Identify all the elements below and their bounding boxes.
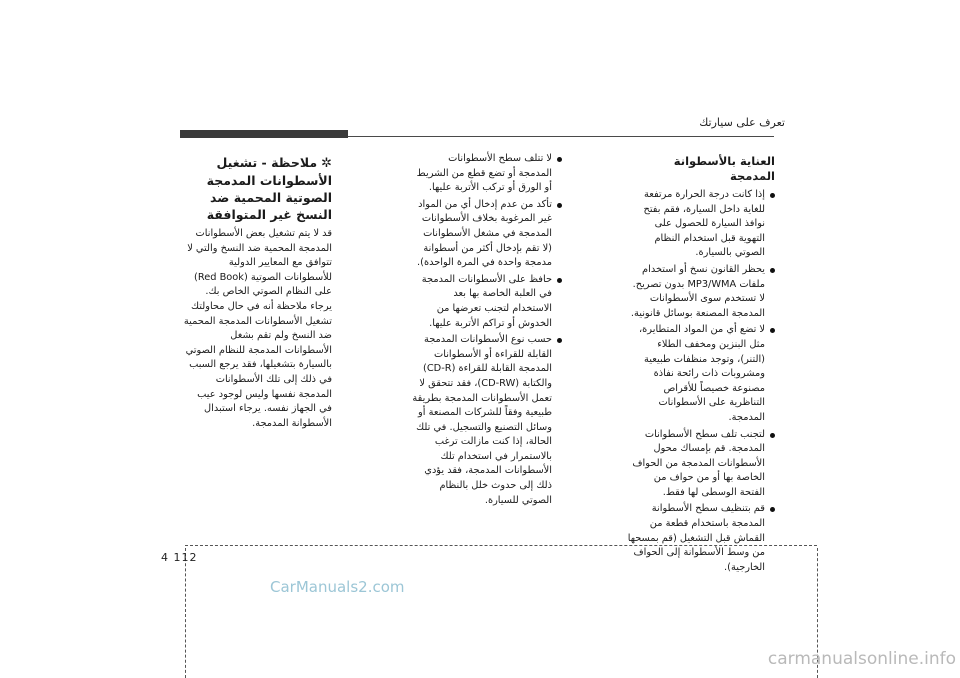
- cd-care-list-continued: [412, 152, 562, 508]
- running-header: تعرف على سيارتك: [699, 116, 785, 129]
- list-item: تأكد من عدم إدخال أي من المواد غير المرغوبة بخلاف الأسطوانات المدمجة في مشغل الأسطوانات (لا تقم بإدخال أكثر من أسطوانة مدمجة واحدة في المرة الواحدة).: [412, 198, 562, 271]
- header-rule-thick: [180, 130, 348, 138]
- cd-care-list: [627, 188, 775, 575]
- right-column: [627, 152, 775, 577]
- note-body: قد لا يتم تشغيل بعض الأسطوانات المدمجة المحمية ضد النسخ والتي لا تتوافق مع المعايير الدولية للأسطوانات الصوتية (Red Book) على النظام الصوتي الخاص بك. يرجاء ملاحظة أنه في حال محاولتك تشغيل الأسطوانات المدمجة المحمية ضد النسخ ولم تقم بشغل الأسطوانات المدمجة للنظام الصوتي بالسيارة بتشغيلها، فقد يرجع السبب في ذلك إلى تلك الأسطوانات المدمجة نفسها وليس لوجود عيب في الجهاز نفسه. يرجاء استبدال الأسطوانة المدمجة.: [183, 228, 332, 429]
- list-item: إذا كانت درجة الحرارة مرتفعة للغاية داخل السيارة، فقم بفتح نوافذ السيارة للحصول على التهوية قبل استخدام النظام الصوتي بالسيارة.: [627, 188, 775, 261]
- watermark-primary: CarManuals2.com: [270, 578, 405, 596]
- list-item: حسب نوع الأسطوانات المدمجة القابلة للقراءة أو الأسطوانات المدمجة القابلة للقراءة (CD-R) والكتابة (CD-RW)، فقد تتحقق لا تعمل الأسطوانات المدمجة بطريقة طبيعية وفقاً للشركات المصنعة أو وسائل التصنيع والتسجيل. في تلك الحالة، إذا كنت مازالت ترغب بالاستمرار في استخدام تلك الأسطوانات المدمجة، فقد يؤدي ذلك إلى حدوث خلل بالنظام الصوتي للسيارة.: [412, 333, 562, 508]
- asterisk-icon: ✲: [321, 156, 332, 171]
- page-number: 4 112: [161, 551, 198, 564]
- list-item: لتجنب تلف سطح الأسطوانات المدمجة. قم بإمساك محول الأسطوانات المدمجة من الحواف الخاصة بها أو من حواف من الفتحة الوسطى لها فقط.: [627, 428, 775, 501]
- left-column: [182, 152, 332, 431]
- list-item: قم بتنظيف سطح الأسطوانة المدمجة باستخدام قطعة من القماش قبل التشغيل (قم بمسحها من وسط الأسطوانة إلى الحواف الخارجية).: [627, 502, 775, 575]
- header-rule-thin: [348, 136, 774, 137]
- footer-dashed-rule: [185, 545, 817, 546]
- note-heading-text: ملاحظة - تشغيل الأسطوانات المدمجة الصوتية المحمية ضد النسخ غير المتوافقة: [206, 155, 332, 222]
- cd-care-heading: العناية بالأسطوانة المدمجة: [673, 154, 775, 183]
- list-item: حافظ على الأسطوانات المدمجة في العلبة الخاصة بها بعد الاستخدام لتجنب تعرضها من الخدوش أو تراكم الأتربة عليها.: [412, 273, 562, 331]
- note-heading: [182, 154, 332, 223]
- list-item: لا تتلف سطح الأسطوانات المدمجة أو تضع قطع من الشريط أو الورق أو تركب الأتربة عليها.: [412, 152, 562, 196]
- list-item: لا تضع أي من المواد المتطايرة، مثل البنزين ومخفف الطلاء (التنر)، وتوجد منظفات طبيعية ومشروبات ذات رائحة نفاذة مصنوعة خصيصاً للأقراص التناظرية على الأسطوانات المدمجة.: [627, 323, 775, 425]
- left-crop-mark: [185, 548, 186, 678]
- middle-column: [412, 152, 562, 510]
- list-item: يحظر القانون نسخ أو استخدام ملفات MP3/WMA بدون تصريح. لا تستخدم سوى الأسطوانات المدمجة المصنعة بوسائل قانونية.: [627, 263, 775, 321]
- watermark-secondary: carmanualsonline.info: [767, 649, 956, 669]
